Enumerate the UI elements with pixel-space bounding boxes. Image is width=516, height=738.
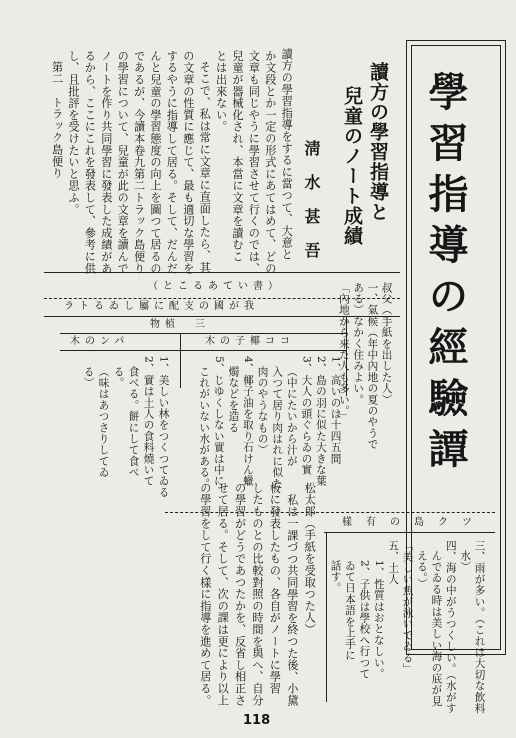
notes-column: 「內地から來た人も多い。」 [337,282,350,423]
notes-column: 3、大人の頭ぐらゐの實 [300,356,313,476]
notes-column: 1、美しい林をつくつてゐる [157,356,170,498]
body-column: 私は一課づつ共同學習を終つた後、小黛 [285,494,299,707]
page-number: 118 [243,713,271,728]
notes-column: 2、子供は學校へ行つて [358,560,371,680]
article-title-line1: 讀方の學習指導と [367,62,389,222]
body-column: 兒童が器械化され、本當に文章を讀むこ [231,50,244,263]
body-column: とは出來ない。 [214,50,228,133]
notes-column: える。） [415,550,428,590]
notes-top-header-2: （書いてあること） [148,281,283,292]
notes-bottom-rule-top [165,512,495,513]
page-title: 學習指導の經驗譚 [422,71,469,479]
notes-column: 2、實は土人の食料燒いて [142,356,155,487]
body-column: 松太郞（手紙を受取つた人） [303,482,317,636]
body-column: 文章も同じやうに學習させて行くのでは、 [247,50,261,275]
article-title-line2: 兒童のノート成績 [341,86,363,246]
notes-bottom-divider [326,532,327,702]
notes-column: 水） [459,550,472,573]
notes-column: 話す。 [329,560,342,594]
body-column: し、且批評を受けたいと思ふ。 [67,50,80,216]
notes-column: 4、椰子油を取り石けん蠟 [241,356,254,487]
body-column: したものとの比較對照の時間を與へ、自分 [251,482,264,707]
body-column: んと兒童の學習態度の向上を圖つて居るの [149,50,162,275]
section-separator [44,272,400,273]
notes-column: 2、島の羽に似た大きな葉 [314,356,327,487]
body-column: であるが、今讀本卷九第二トラック島便り [132,50,146,275]
notes-column: これがいない水がある。 [198,366,211,490]
body-column: か文段とか一定の形式にあてはめて、どの [263,50,277,275]
notes-bottom-rule [324,532,495,533]
notes-top-rule-3 [60,333,346,334]
notes-top-col-b-title: ココ椰子の木 [205,336,295,347]
body-column: 板に發表したもの、各自がノートに學習 [268,482,282,695]
notes-column: 一、氣候（年中內地の夏のやうで [366,282,379,450]
notes-column: 5、じゆくしない實は中に [212,356,225,487]
notes-column: （中にたいから汁が [285,366,298,467]
body-column: の文章の性質に應じて、最も適切な學習を [181,50,195,275]
notes-column: 叔父（手紙を出した人） [380,282,393,406]
notes-column: 三、雨が多い。（これは大切な飲料 [473,540,486,714]
body-column: るから、ここにこれを發表して、參考に供 [83,50,97,275]
notes-top-col-a-title: パンの木 [70,336,130,347]
body-column: せて居る。そして、次の課は更により以上 [216,482,230,707]
notes-column: 入つて居り肉はれに似た [271,366,284,490]
notes-top-header: 我が國の支配に屬しゐるトラ [64,301,259,312]
notes-top-rule-4 [60,350,346,351]
body-column: ノートを作り共同學習に發表した成績があ [99,50,113,275]
article-author: 淸水甚吾 [302,140,321,276]
body-column: の學習について、兒童が此の文章を讀んで [116,50,130,275]
notes-column: る） [82,366,95,389]
notes-column: んでゐる時は美しい海の底が見 [430,550,443,707]
notes-column: 五、土人 [387,540,400,585]
notes-column: ある）なかく住みよい。 [352,282,365,406]
notes-column: る。 [112,366,125,389]
notes-top-section-title: 三 植物 [150,319,210,330]
notes-column: 食べる。餅にして食べ [127,366,140,478]
body-column: の學習をして行く樣に指導を進めて居る。 [198,482,212,707]
body-column: 第二 トラック島便り [50,61,64,179]
body-column: するやうに指導して居る。そして、だんだ [165,50,179,275]
notes-column: 燭などを造る [227,366,240,434]
notes-column: 「美しい魚が泳いでゐる」 [401,540,414,675]
notes-column: ゐて日本語を上手に [343,560,356,661]
body-column: 讀方の學習指導をするに當つて、大意と [280,48,294,261]
notes-column: 1、高いのは十四五間 [329,356,342,465]
notes-column: 肉のやうなもの） [256,366,269,456]
notes-column: （味はあつさりしてゐ [97,366,110,478]
notes-top-divider [180,333,181,388]
body-column: そこで、私は常に文章に直面したら、其 [198,61,212,274]
notes-column: 1、性質はおとなしい。 [372,560,385,680]
body-column: の學習がどうであつたかを、反省し相正さ [233,482,247,707]
notes-column: 四、海の中がうつくしい。（水がす [444,540,457,714]
notes-bottom-header: ツ ク 島 の 有 樣 [342,517,474,528]
